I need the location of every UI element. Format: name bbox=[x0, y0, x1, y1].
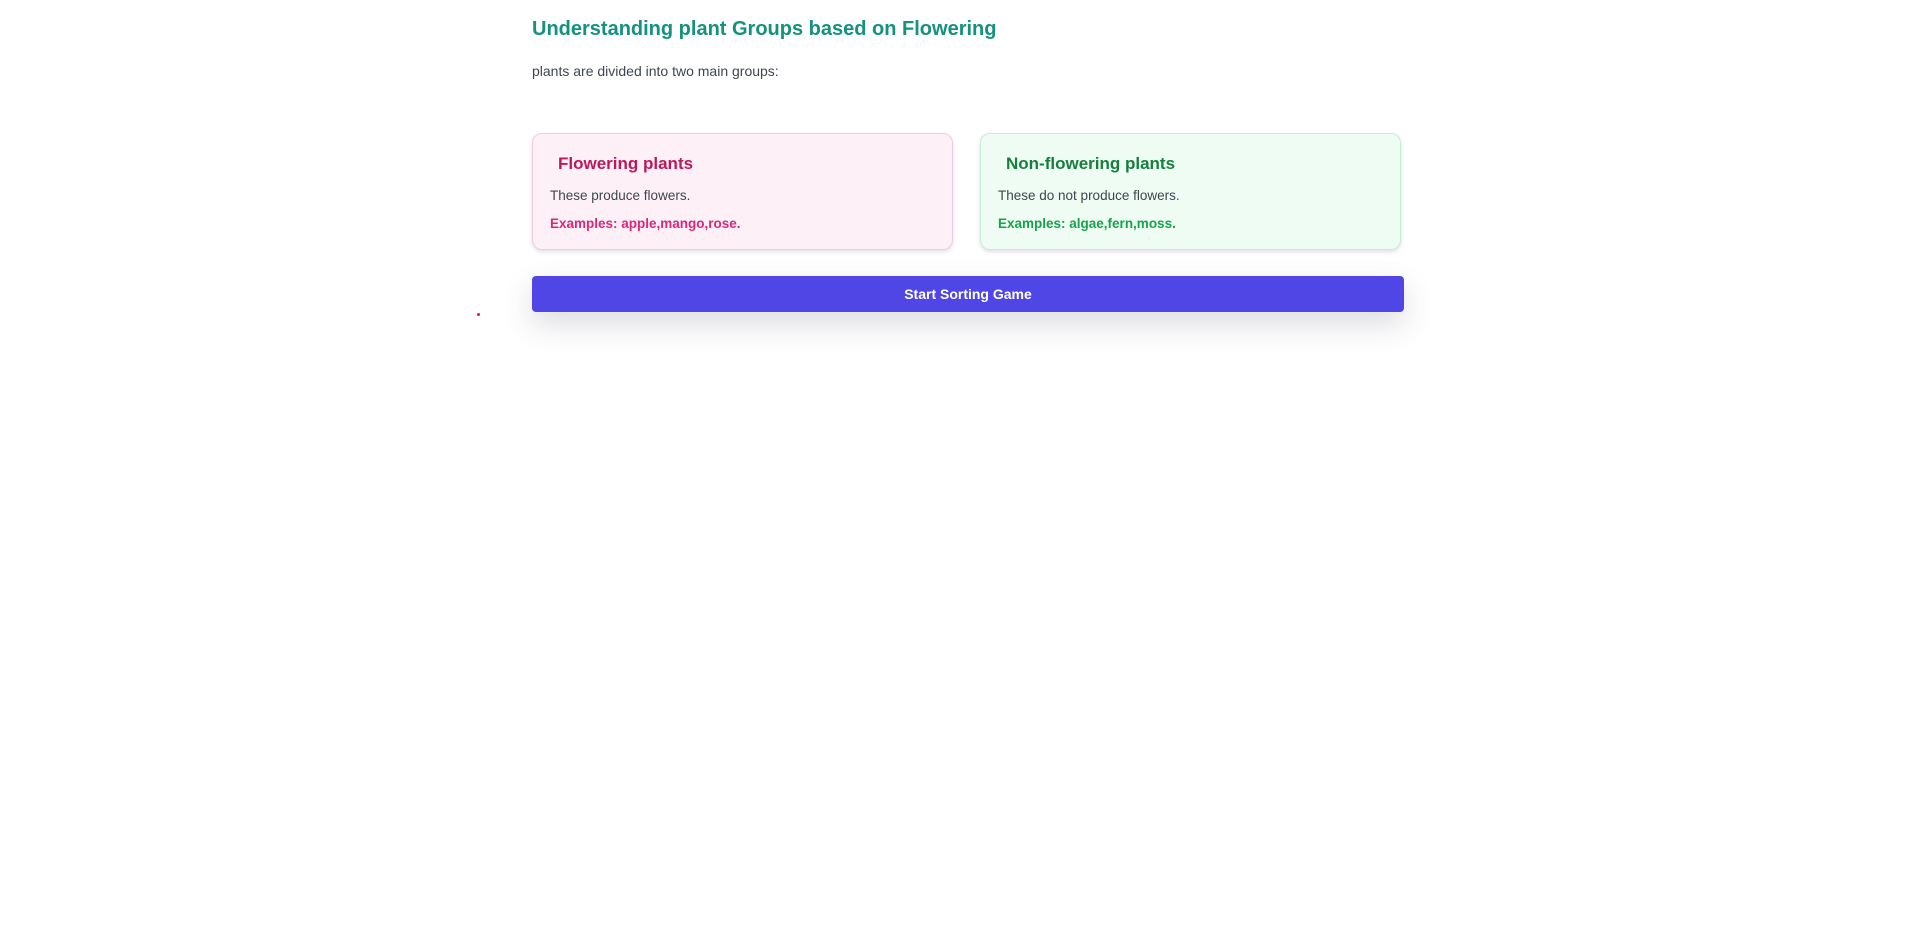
intro-text: plants are divided into two main groups: bbox=[532, 63, 779, 79]
card-description: These produce flowers. bbox=[550, 188, 691, 203]
card-title: Flowering plants bbox=[558, 154, 694, 173]
flowering-plants-card bbox=[532, 133, 953, 250]
card-examples: Examples: algae,fern,moss. bbox=[998, 216, 1176, 231]
start-sorting-game-button[interactable]: Start Sorting Game bbox=[532, 276, 1404, 312]
card-examples: Examples: apple,mango,rose. bbox=[550, 216, 741, 231]
card-description: These do not produce flowers. bbox=[998, 188, 1180, 203]
plant-group-cards bbox=[532, 133, 1404, 252]
non-flowering-plants-card bbox=[980, 133, 1401, 250]
page-title: Understanding plant Groups based on Flowering bbox=[532, 18, 997, 40]
cursor-dot bbox=[477, 313, 480, 316]
card-title: Non-flowering plants bbox=[1006, 154, 1176, 173]
